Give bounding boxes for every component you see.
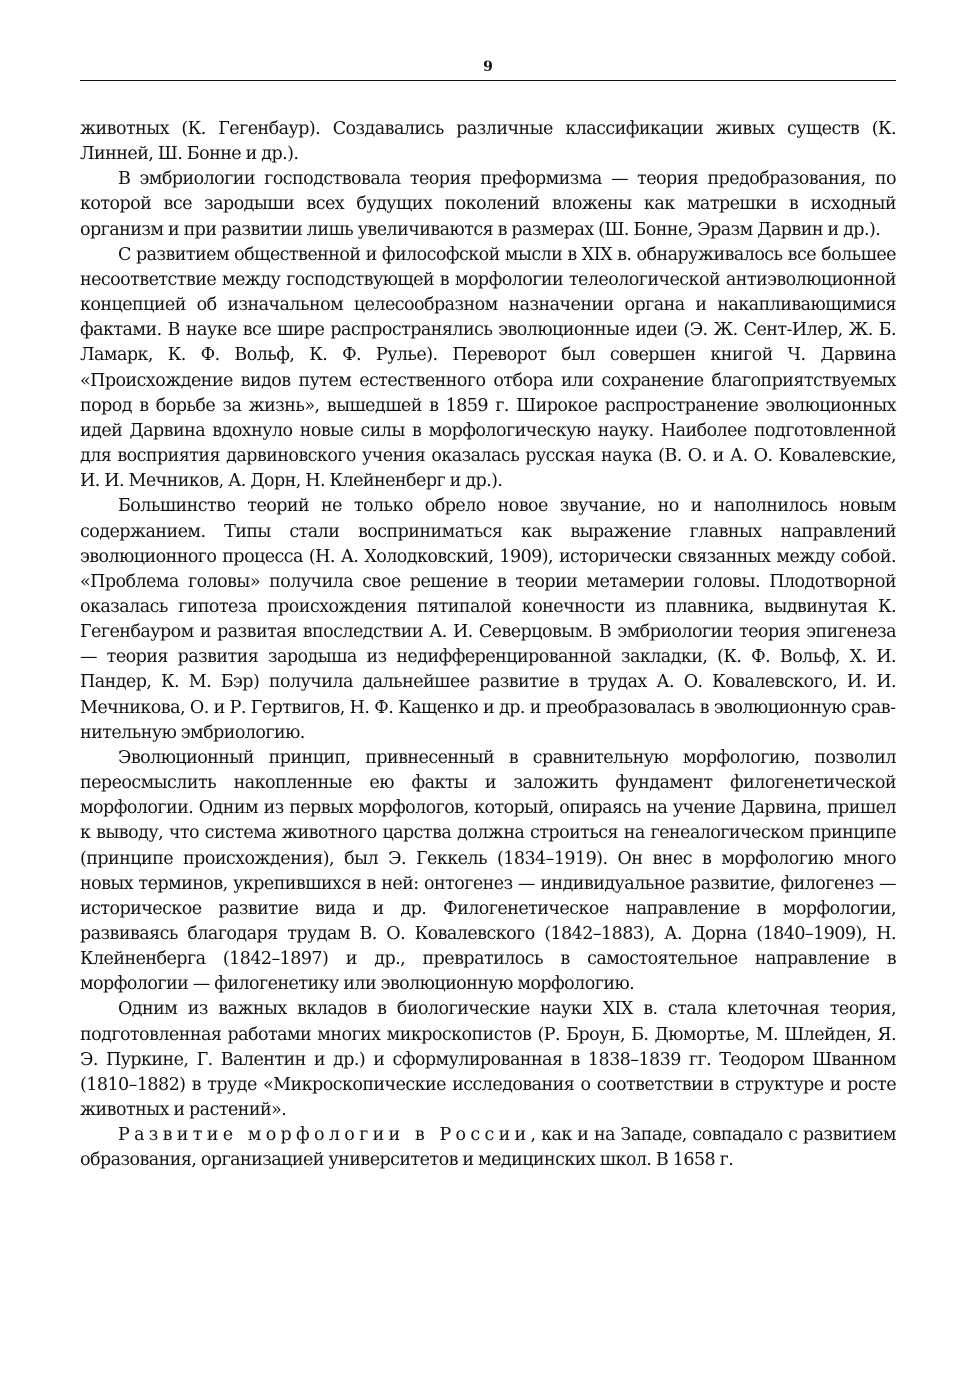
section-run-in-heading: Развитие морфологии в России xyxy=(118,1125,531,1146)
paragraph-3: С развитием общественной и философской мысли в XIX в. обнаруживалось все большее несоответствие между господствующей в морфологии телеологической антиэволюционной концепцией об изначальном целесообразном назначении органа и накапливающимися фактами. В науке все шире распространялись эволюционные идеи (Э. Ж. Сент-Илер, Ж. Б. Ламарк, К. Ф. Вольф, К. Ф. Рулье). Переворот был совершен книгой Ч. Дарвина «Происхождение видов путем естественного отбора или сохранение благоприятствуемых пород в борьбе за жизнь», вышедшей в 1859 г. Широкое распространение эволюционных идей Дарвина вдохнуло новые силы в морфологическую науку. Наиболее подготовленной для восприятия дарвиновского учения оказалась русская наука (В. О. и А. О. Ковалевские, И. И. Мечников, А. Дорн, Н. Клейненберг и др.). xyxy=(80,244,896,492)
paragraph-5: Эволюционный принцип, привнесенный в сравнительную морфологию, позволил переосмыслить накопленные ею факты и заложить фундамент филогенетической морфологии. Одним из первых морфологов, который, опираясь на учение Дарвина, пришел к выводу, что система животного царства должна строиться на генеалогическом принципе (принципе происхождения), был Э. Геккель (1834–1919). Он внес в морфологию много новых терминов, укрепившихся в ней: онтогенез — индивидуальное развитие, филогенез — историческое развитие вида и др. Филогенетическое направление в морфологии, развиваясь благодаря трудам В. О. Ковалевского (1842–1883), А. Дорна (1840–1909), Н. Клейненберга (1842–1897) и др., превратилось в самостоятельное направление в морфологии — филогенетику или эволюционную морфологию. xyxy=(80,747,896,995)
paragraph-2: В эмбриологии господствовала теория преформизма — теория предобразования, по которой все зародыши всех будущих поколений вложены как матрешки в исходный организм и при развитии лишь увеличиваются в размерах (Ш. Бонне, Эразм Дарвин и др.). xyxy=(80,169,896,240)
paragraph-7-text: , как и на Западе, совпадало с развитием образования, организацией университетов и медицинских школ. В 1658 г. xyxy=(80,1125,896,1171)
paragraph-1: животных (К. Гегенбаур). Создавались различные классификации живых существ (К. Линней, Ш. Бонне и др.). xyxy=(80,119,896,165)
paragraph-7 xyxy=(80,1123,896,1173)
paragraph-6: Одним из важных вкладов в биологические науки XIX в. стала клеточная теория, подготовленная работами многих микроскопистов (Р. Броун, Б. Дюмортье, М. Шлейден, Я. Э. Пуркине, Г. Валентин и др.) и сформулированная в 1838–1839 гг. Теодором Шванном (1810–1882) в труде «Микроскопические исследования о соответствии в структуре и росте животных и растений». xyxy=(80,999,896,1121)
body-text xyxy=(80,117,896,1174)
paragraph-4: Большинство теорий не только обрело новое звучание, но и наполнилось новым содержанием. Типы стали восприниматься как выражение главных направлений эволюционного процесса (Н. А. Холодковский, 1909), исторически связанных между собой. «Проблема головы» получила свое решение в теории метамерии головы. Плодотворной оказалась гипотеза происхождения пятипалой конечности из плавника, выдвинутая К. Гегенбауром и развитая впоследствии А. И. Северцовым. В эмбриологии теория эпигенеза — теория развития зародыша из недифференцированной закладки, (К. Ф. Вольф, Х. И. Пандер, К. М. Бэр) получила дальнейшее развитие в трудах А. О. Ковалевского, И. И. Мечникова, О. и Р. Гертвигов, Н. Ф. Кащенко и др. и преобразовалась в эволюционную сравнительную эмбриологию. xyxy=(80,496,896,743)
header-rule xyxy=(80,80,896,81)
page-number: 9 xyxy=(483,59,493,75)
